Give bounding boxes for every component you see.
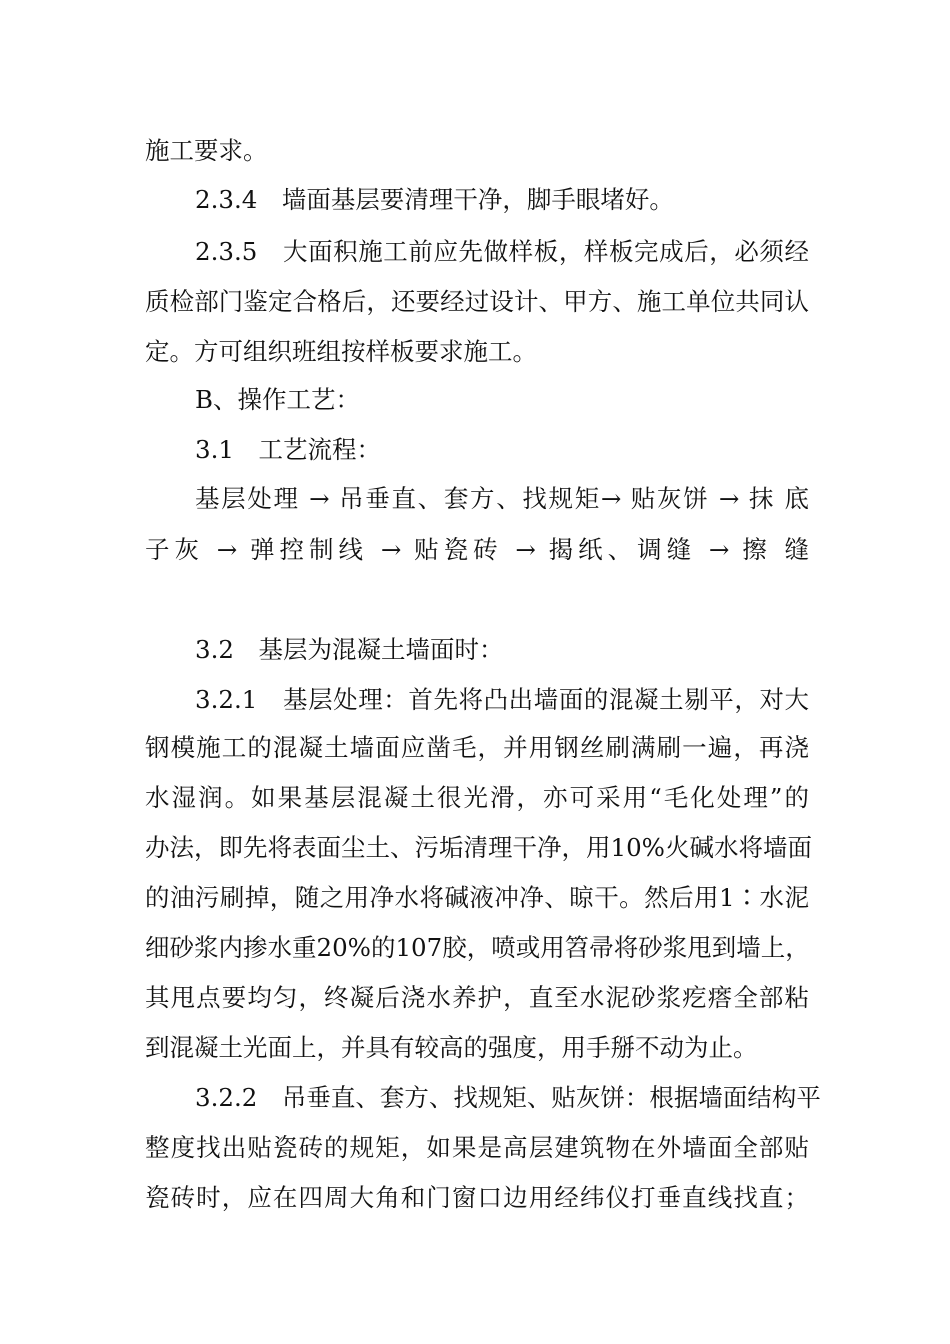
text-line: 的油污刷掉，随之用净水将碱液冲净、晾干。然后用1∶水泥 [145, 883, 809, 912]
text-line: 到混凝土光面上，并具有较高的强度，用手掰不动为止。 [145, 1033, 758, 1062]
process-flow-line-1: 基层处理 → 吊垂直、套方、找规矩→ 贴灰饼 → 抹 底 [195, 484, 809, 513]
text-line: 细砂浆内掺水重20%的107胶，喷或用笤帚将砂浆甩到墙上， [145, 933, 810, 962]
text-line: 质检部门鉴定合格后，还要经过设计、甲方、施工单位共同认 [145, 287, 809, 316]
text-line: 钢模施工的混凝土墙面应凿毛，并用钢丝刷满刷一遍，再浇 [145, 733, 809, 762]
text-line: 水湿润。如果基层混凝土很光滑，亦可采用“毛化处理”的 [145, 783, 809, 812]
text-line: 整度找出贴瓷砖的规矩，如果是高层建筑物在外墙面全部贴 [145, 1133, 809, 1162]
section-heading-b: B、操作工艺： [195, 385, 361, 414]
clause-2-3-4: 2.3.4 墙面基层要清理干净，脚手眼堵好。 [195, 185, 674, 214]
clause-2-3-5: 2.3.5 大面积施工前应先做样板，样板完成后，必须经 [195, 237, 809, 266]
clause-3-2-2: 3.2.2 吊垂直、套方、找规矩、贴灰饼：根据墙面结构平 [195, 1083, 821, 1112]
text-line: 瓷砖时，应在四周大角和门窗口边用经纬仪打垂直线找直； [145, 1183, 809, 1212]
text-line: 施工要求。 [145, 136, 268, 165]
text-line: 定。方可组织班组按样板要求施工。 [145, 337, 537, 366]
clause-3-1-heading: 3.1 工艺流程： [195, 435, 381, 464]
clause-3-2-1: 3.2.1 基层处理：首先将凸出墙面的混凝土剔平，对大 [195, 685, 809, 714]
process-flow-line-2: 子灰 → 弹控制线 → 贴瓷砖 → 揭纸、调缝 → 擦 缝 [145, 535, 809, 564]
text-line: 其甩点要均匀，终凝后浇水养护，直至水泥砂浆疙瘩全部粘 [145, 983, 809, 1012]
clause-3-2-heading: 3.2 基层为混凝土墙面时： [195, 635, 504, 664]
text-line: 办法，即先将表面尘土、污垢清理干净，用10%火碱水将墙面 [145, 833, 812, 862]
